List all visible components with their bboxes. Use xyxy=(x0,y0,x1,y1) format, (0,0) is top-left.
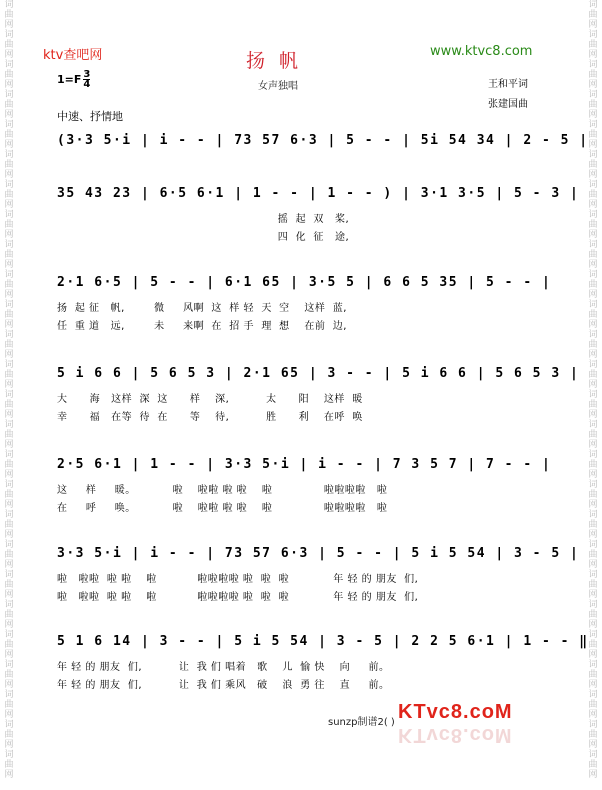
watermark-char: 网 xyxy=(4,470,14,480)
lyricist: 王和平词 xyxy=(488,79,528,90)
watermark-char: 词 xyxy=(4,690,14,700)
watermark-char: 曲 xyxy=(4,280,14,290)
watermark-char: 词 xyxy=(4,480,14,490)
watermark-char: 曲 xyxy=(588,640,598,650)
lyric-line: 这 样 暖。 啦 啦啦 啦 啦 啦 啦啦啦啦 啦 xyxy=(57,485,388,496)
watermark-char: 曲 xyxy=(4,460,14,470)
watermark-char: 词 xyxy=(588,690,598,700)
watermark-char: 词 xyxy=(588,300,598,310)
watermark-char: 词 xyxy=(588,570,598,580)
watermark-char: 网 xyxy=(4,80,14,90)
watermark-char: 词 xyxy=(4,570,14,580)
watermark-char: 曲 xyxy=(4,10,14,20)
watermark-char: 网 xyxy=(588,470,598,480)
watermark-char: 网 xyxy=(4,320,14,330)
watermark-char: 网 xyxy=(4,20,14,30)
watermark-char: 词 xyxy=(4,210,14,220)
score-line-6: 3·3 5·i | i - - | 73 57 6·3 | 5 - - | 5 i 5 54 | 3 - 5 | xyxy=(57,546,580,561)
watermark-char: 曲 xyxy=(588,730,598,740)
singer-type: 女声独唱 xyxy=(258,81,298,92)
watermark-char: 词 xyxy=(588,540,598,550)
time-signature xyxy=(83,70,90,89)
watermark-char: 曲 xyxy=(588,70,598,80)
watermark-char: 词 xyxy=(588,330,598,340)
watermark-char: 网 xyxy=(4,500,14,510)
watermark-char: 网 xyxy=(588,20,598,30)
watermark-char: 网 xyxy=(588,680,598,690)
watermark-left xyxy=(2,0,16,790)
watermark-char: 词 xyxy=(4,390,14,400)
watermark-char: 词 xyxy=(4,0,14,10)
key-signature xyxy=(57,70,90,89)
composer: 张建国曲 xyxy=(488,99,528,110)
lyric-line: 啦 啦啦 啦 啦 啦 啦啦啦啦 啦 啦 啦 年 轻 的 朋友 们, xyxy=(57,574,419,585)
watermark-char: 网 xyxy=(588,710,598,720)
watermark-char: 曲 xyxy=(4,220,14,230)
watermark-char: 曲 xyxy=(4,670,14,680)
watermark-char: 曲 xyxy=(588,220,598,230)
watermark-char: 网 xyxy=(4,410,14,420)
time-bottom: 4 xyxy=(83,79,91,90)
score-line-5: 2·5 6·1 | 1 - - | 3·3 5·i | i - - | 7 3 5 7 | 7 - - | xyxy=(57,457,552,472)
watermark-char: 词 xyxy=(588,450,598,460)
watermark-char: 网 xyxy=(4,50,14,60)
watermark-char: 曲 xyxy=(4,550,14,560)
watermark-char: 曲 xyxy=(588,400,598,410)
watermark-char: 网 xyxy=(588,650,598,660)
watermark-char: 词 xyxy=(588,30,598,40)
watermark-char: 曲 xyxy=(588,160,598,170)
watermark-char: 网 xyxy=(588,50,598,60)
watermark-char: 曲 xyxy=(4,760,14,770)
watermark-char: 词 xyxy=(588,240,598,250)
song-title: 扬帆 xyxy=(246,50,313,72)
watermark-char: 曲 xyxy=(588,340,598,350)
watermark-char: 曲 xyxy=(4,490,14,500)
watermark-char: 词 xyxy=(588,720,598,730)
watermark-char: 网 xyxy=(4,560,14,570)
lyric-line: 在 呼 唤。 啦 啦啦 啦 啦 啦 啦啦啦啦 啦 xyxy=(57,503,388,514)
watermark-char: 网 xyxy=(588,80,598,90)
score-line-3: 2·1 6·5 | 5 - - | 6·1 65 | 3·5 5 | 6 6 5 35 | 5 - - | xyxy=(57,275,552,290)
watermark-char: 曲 xyxy=(588,460,598,470)
watermark-char: 词 xyxy=(4,300,14,310)
watermark-char: 网 xyxy=(4,110,14,120)
tempo-marking: 中速、抒情地 xyxy=(57,110,123,123)
watermark-char: 曲 xyxy=(588,490,598,500)
watermark-char: 词 xyxy=(4,330,14,340)
watermark-char: 曲 xyxy=(4,400,14,410)
watermark-char: 曲 xyxy=(4,580,14,590)
watermark-char: 词 xyxy=(588,60,598,70)
transcriber-credit: sunzp制谱2( ) xyxy=(328,717,395,728)
watermark-char: 词 xyxy=(4,180,14,190)
key-label: 1=F xyxy=(57,73,82,86)
watermark-char: 网 xyxy=(588,590,598,600)
watermark-char: 网 xyxy=(588,380,598,390)
watermark-char: 词 xyxy=(588,600,598,610)
watermark-char: 网 xyxy=(588,740,598,750)
watermark-char: 网 xyxy=(4,290,14,300)
watermark-char: 曲 xyxy=(588,550,598,560)
ktvc8-logo: KTvc8.coM xyxy=(398,701,513,723)
watermark-char: 网 xyxy=(4,650,14,660)
watermark-char: 曲 xyxy=(588,100,598,110)
time-top: 3 xyxy=(83,69,91,80)
watermark-char: 词 xyxy=(588,360,598,370)
watermark-char: 网 xyxy=(588,500,598,510)
watermark-char: 曲 xyxy=(588,370,598,380)
site-url-right: www.ktvc8.com xyxy=(430,44,533,59)
score-line-7: 5 1 6 14 | 3 - - | 5 i 5 54 | 3 - 5 | 2 2 5 6·1 | 1 - - ‖ xyxy=(57,634,589,649)
watermark-char: 网 xyxy=(588,200,598,210)
watermark-char: 网 xyxy=(4,620,14,630)
watermark-char: 网 xyxy=(4,770,14,780)
watermark-char: 网 xyxy=(588,260,598,270)
watermark-char: 词 xyxy=(4,600,14,610)
watermark-char: 网 xyxy=(4,230,14,240)
watermark-char: 网 xyxy=(4,530,14,540)
watermark-char: 曲 xyxy=(4,130,14,140)
watermark-char: 网 xyxy=(588,410,598,420)
watermark-char: 词 xyxy=(4,450,14,460)
watermark-char: 曲 xyxy=(4,370,14,380)
watermark-char: 网 xyxy=(4,740,14,750)
watermark-char: 曲 xyxy=(4,610,14,620)
watermark-char: 词 xyxy=(4,120,14,130)
watermark-char: 词 xyxy=(588,120,598,130)
watermark-char: 词 xyxy=(588,390,598,400)
lyric-line: 幸 福 在等 待 在 等 待, 胜 利 在呼 唤 xyxy=(57,412,363,423)
watermark-char: 网 xyxy=(4,440,14,450)
watermark-char: 网 xyxy=(588,290,598,300)
watermark-char: 网 xyxy=(588,530,598,540)
watermark-char: 网 xyxy=(4,590,14,600)
watermark-char: 词 xyxy=(4,510,14,520)
watermark-char: 曲 xyxy=(588,10,598,20)
watermark-char: 词 xyxy=(4,150,14,160)
watermark-char: 网 xyxy=(4,140,14,150)
watermark-char: 曲 xyxy=(588,670,598,680)
watermark-char: 词 xyxy=(588,750,598,760)
watermark-char: 曲 xyxy=(4,310,14,320)
watermark-char: 曲 xyxy=(588,580,598,590)
watermark-char: 曲 xyxy=(588,520,598,530)
watermark-char: 词 xyxy=(4,720,14,730)
watermark-char: 曲 xyxy=(4,190,14,200)
watermark-char: 网 xyxy=(588,350,598,360)
lyric-line: 四 化 征 途, xyxy=(57,232,350,243)
score-line-1: (3·3 5·i | i - - | 73 57 6·3 | 5 - - | 5i 54 34 | 2 - 5 | xyxy=(57,133,589,148)
watermark-char: 词 xyxy=(588,150,598,160)
watermark-char: 曲 xyxy=(588,610,598,620)
watermark-char: 网 xyxy=(4,260,14,270)
watermark-char: 词 xyxy=(4,90,14,100)
watermark-char: 曲 xyxy=(4,640,14,650)
watermark-char: 词 xyxy=(4,360,14,370)
watermark-right xyxy=(586,0,600,790)
watermark-char: 词 xyxy=(4,240,14,250)
watermark-char: 曲 xyxy=(588,190,598,200)
watermark-char: 网 xyxy=(588,620,598,630)
watermark-char: 词 xyxy=(588,510,598,520)
lyric-line: 年 轻 的 朋友 们, 让 我 们 唱着 歌 儿 愉 快 向 前。 xyxy=(57,662,390,673)
watermark-char: 曲 xyxy=(4,430,14,440)
watermark-char: 词 xyxy=(588,660,598,670)
watermark-char: 网 xyxy=(588,770,598,780)
watermark-char: 词 xyxy=(588,180,598,190)
ktvc8-logo-reflection: KTvc8.coM xyxy=(398,724,513,746)
watermark-char: 词 xyxy=(588,90,598,100)
watermark-char: 词 xyxy=(588,630,598,640)
watermark-char: 曲 xyxy=(4,730,14,740)
watermark-char: 词 xyxy=(4,270,14,280)
watermark-char: 网 xyxy=(588,440,598,450)
watermark-char: 词 xyxy=(4,30,14,40)
watermark-char: 网 xyxy=(4,170,14,180)
watermark-char: 网 xyxy=(4,380,14,390)
watermark-char: 曲 xyxy=(4,340,14,350)
watermark-char: 词 xyxy=(4,630,14,640)
watermark-char: 词 xyxy=(4,420,14,430)
score-line-2: 35 43 23 | 6·5 6·1 | 1 - - | 1 - - ) | 3·1 3·5 | 5 - 3 | xyxy=(57,186,580,201)
score-line-4: 5 i 6 6 | 5 6 5 3 | 2·1 65 | 3 - - | 5 i 6 6 | 5 6 5 3 | xyxy=(57,366,580,381)
watermark-char: 曲 xyxy=(4,160,14,170)
watermark-char: 曲 xyxy=(4,250,14,260)
watermark-char: 网 xyxy=(4,680,14,690)
watermark-char: 曲 xyxy=(588,760,598,770)
lyric-line: 年 轻 的 朋友 们, 让 我 们 乘风 破 浪 勇 往 直 前。 xyxy=(57,680,390,691)
watermark-char: 词 xyxy=(4,660,14,670)
lyric-line: 啦 啦啦 啦 啦 啦 啦啦啦啦 啦 啦 啦 年 轻 的 朋友 们, xyxy=(57,592,419,603)
watermark-char: 曲 xyxy=(4,70,14,80)
watermark-char: 曲 xyxy=(4,40,14,50)
lyric-line: 大 海 这样 深 这 样 深, 太 阳 这样 暖 xyxy=(57,394,363,405)
watermark-char: 曲 xyxy=(4,520,14,530)
watermark-char: 网 xyxy=(4,350,14,360)
watermark-char: 曲 xyxy=(4,100,14,110)
watermark-char: 网 xyxy=(4,200,14,210)
watermark-char: 网 xyxy=(4,710,14,720)
watermark-char: 曲 xyxy=(588,250,598,260)
watermark-char: 词 xyxy=(588,0,598,10)
watermark-char: 曲 xyxy=(588,310,598,320)
lyric-line: 任 重 道 远, 未 来啊 在 招 手 理 想 在前 边, xyxy=(57,321,347,332)
watermark-char: 词 xyxy=(4,60,14,70)
watermark-char: 曲 xyxy=(588,430,598,440)
watermark-char: 曲 xyxy=(588,280,598,290)
watermark-char: 网 xyxy=(588,140,598,150)
watermark-char: 曲 xyxy=(4,700,14,710)
watermark-char: 曲 xyxy=(588,130,598,140)
watermark-char: 网 xyxy=(588,170,598,180)
watermark-char: 词 xyxy=(4,750,14,760)
watermark-char: 词 xyxy=(4,540,14,550)
site-name-left: ktv查吧网 xyxy=(43,48,103,63)
watermark-char: 网 xyxy=(588,320,598,330)
watermark-char: 词 xyxy=(588,270,598,280)
watermark-char: 网 xyxy=(588,110,598,120)
watermark-char: 曲 xyxy=(588,40,598,50)
lyric-line: 摇 起 双 桨, xyxy=(57,214,350,225)
watermark-char: 词 xyxy=(588,480,598,490)
watermark-char: 曲 xyxy=(588,700,598,710)
watermark-char: 网 xyxy=(588,230,598,240)
watermark-char: 网 xyxy=(588,560,598,570)
lyric-line: 扬 起 征 帆, 微 风啊 这 样 轻 天 空 这样 蓝, xyxy=(57,303,347,314)
watermark-char: 词 xyxy=(588,420,598,430)
watermark-char: 词 xyxy=(588,210,598,220)
